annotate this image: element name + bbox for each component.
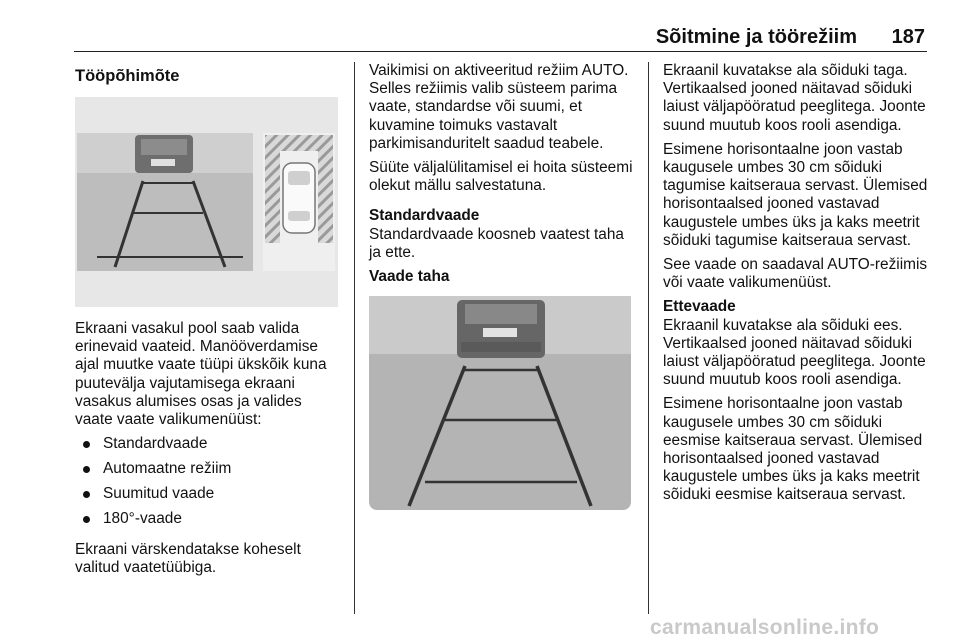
column-divider-left — [354, 62, 355, 614]
bullet-icon — [83, 441, 90, 448]
watermark: carmanualsonline.info — [650, 616, 880, 639]
paragraph: Standardvaade koosneb vaatest taha ja ette. — [369, 225, 624, 261]
page-header — [74, 26, 927, 52]
subheading-standard-view: Standardvaade — [369, 207, 480, 225]
paragraph: Esimene horisontaalne joon vastab kaugusele umbes 30 cm sõiduki eesmise kaitseraua servast. Ülemised horisontaalsed jooned vastavad kaugustele umbes üks ja kaks meetrit sõiduki eesmise kaitseraua servast. — [663, 395, 923, 504]
paragraph: Vaikimisi on aktiveeritud režiim AUTO. Selles režiimis valib süsteem parima vaate, standardse või suumi, et kuvamine toimuks vastavalt parkimisanduritelt saadud teabele. — [369, 62, 629, 152]
list-item: Standardvaade — [75, 435, 343, 460]
paragraph: Süüte väljalülitamisel ei hoita süsteemi olekut mällu salvestatuna. — [369, 159, 633, 195]
list-item: Automaatne režiim — [75, 460, 343, 485]
intro-paragraph: Ekraani vasakul pool saab valida erinevaid vaateid. Manööverdamise ajal muutke vaate tüüpi ükskõik kuna puutevälja vajutamisega ekraani vasakus alumises osas ja valides vaate vaate valikumenüüst: — [75, 320, 327, 429]
subheading-front-view: Ettevaade — [663, 298, 736, 316]
column-left-text — [75, 320, 343, 584]
page-number: 187 — [891, 26, 925, 48]
paragraph: Ekraanil kuvatakse ala sõiduki ees. Vertikaalsed jooned näitavad sõiduki laiust väljapööratud peeglitega. Joonte suund muutub koos rooli asendiga. — [663, 316, 926, 389]
rear-view-camera-illustration — [369, 296, 631, 510]
bullet-icon — [83, 466, 90, 473]
column-left — [75, 62, 343, 85]
section-title: Tööpõhimõte — [75, 67, 180, 85]
paragraph: Esimene horisontaalne joon vastab kaugusele umbes 30 cm sõiduki tagumise kaitseraua servast. Ülemised horisontaalsed jooned vastavad kaugustele umbes üks ja kaks meetrit sõiduki tagumise kaitseraua servast. — [663, 140, 928, 249]
list-item: 180°-vaade — [75, 510, 343, 535]
list-item: Suumitud vaade — [75, 485, 343, 510]
split-view-camera-illustration — [75, 97, 338, 307]
column-middle — [369, 62, 635, 286]
bullet-icon — [83, 516, 90, 523]
paragraph: Ekraanil kuvatakse ala sõiduki taga. Vertikaalsed jooned näitavad sõiduki laiust väljapööratud peeglitega. Joonte suund muutub koos rooli asendiga. — [663, 62, 926, 134]
view-options-list — [75, 435, 343, 535]
subheading-rear-view: Vaade taha — [369, 268, 450, 286]
column-right — [663, 62, 931, 505]
bullet-icon — [83, 491, 90, 498]
paragraph: See vaade on saadaval AUTO-režiimis või vaate valikumenüüst. — [663, 256, 928, 292]
chapter-title: Sõitmine ja töörežiim — [655, 26, 857, 48]
column-divider-right — [648, 62, 649, 614]
outro-paragraph: Ekraani värskendatakse koheselt valitud vaatetüübiga. — [75, 541, 301, 577]
